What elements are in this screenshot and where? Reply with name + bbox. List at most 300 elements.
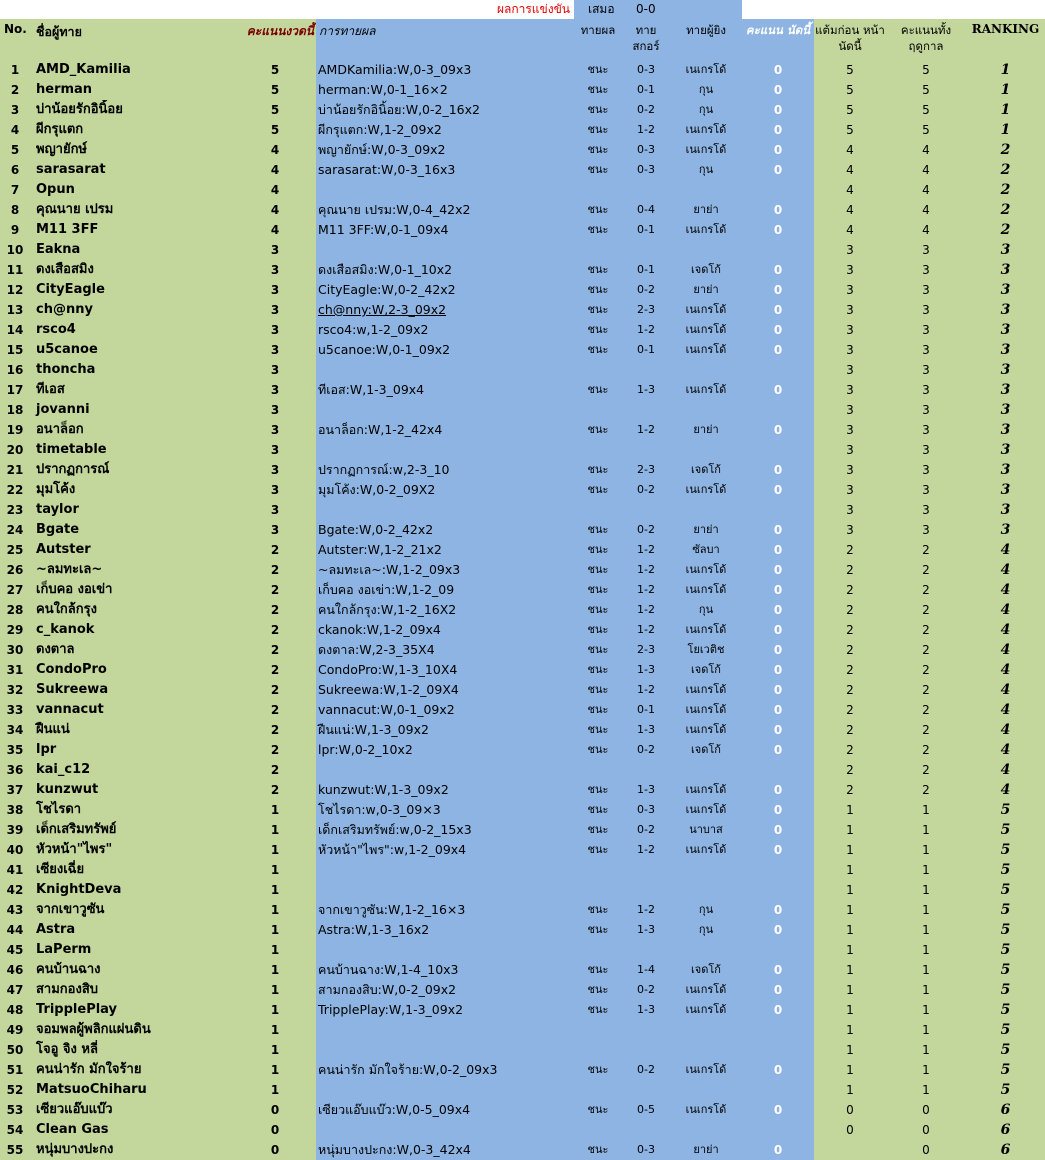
predicted-score: 0-3 (622, 160, 670, 180)
ranking: 4 (966, 700, 1045, 720)
points-today: 0 (742, 680, 814, 700)
score-this-round: 2 (234, 560, 316, 580)
score-this-round: 4 (234, 140, 316, 160)
prediction-text: rsco4:w,1-2_09x2 (316, 320, 574, 340)
score-this-round: 4 (234, 180, 316, 200)
ranking: 5 (966, 1060, 1045, 1080)
season-total: 2 (886, 560, 966, 580)
table-row (0, 840, 1045, 860)
season-total: 5 (886, 100, 966, 120)
score-this-round: 3 (234, 240, 316, 260)
row-number: 17 (0, 380, 30, 400)
ranking: 6 (966, 1140, 1045, 1160)
predicted-result: ชนะ (574, 200, 622, 220)
points-today: 0 (742, 1100, 814, 1120)
ranking: 4 (966, 620, 1045, 640)
player-name: คนบ้านฉาง (30, 960, 234, 980)
season-total: 3 (886, 280, 966, 300)
points-before (814, 1140, 886, 1160)
predicted-result: ชนะ (574, 680, 622, 700)
predicted-score (622, 360, 670, 380)
table-header (0, 19, 1045, 60)
score-this-round: 2 (234, 680, 316, 700)
points-today: 0 (742, 200, 814, 220)
season-total: 0 (886, 1100, 966, 1120)
predicted-scorer (670, 880, 742, 900)
score-this-round: 1 (234, 800, 316, 820)
row-number: 49 (0, 1020, 30, 1040)
score-this-round: 1 (234, 860, 316, 880)
prediction-text: lpr:W,0-2_10x2 (316, 740, 574, 760)
header-result: ทายผล (574, 19, 622, 60)
predicted-result (574, 180, 622, 200)
header-season-total: คะแนนทั้ง ฤดูกาล (886, 19, 966, 60)
prediction-text: u5canoe:W,0-1_09x2 (316, 340, 574, 360)
table-row (0, 960, 1045, 980)
row-number: 13 (0, 300, 30, 320)
row-number: 23 (0, 500, 30, 520)
prediction-text: ผีกรุแตก:W,1-2_09x2 (316, 120, 574, 140)
prediction-text: herman:W,0-1_16×2 (316, 80, 574, 100)
prediction-text (316, 1040, 574, 1060)
predicted-scorer: เนเกรโด้ (670, 340, 742, 360)
season-total: 3 (886, 440, 966, 460)
predicted-score: 0-2 (622, 480, 670, 500)
prediction-text: เซียวแอ๊บแบ๊ว:W,0-5_09x4 (316, 1100, 574, 1120)
points-today: 0 (742, 960, 814, 980)
points-today: 0 (742, 660, 814, 680)
points-before: 1 (814, 920, 886, 940)
table-row (0, 160, 1045, 180)
row-number: 18 (0, 400, 30, 420)
prediction-text: คนใกล้กรุง:W,1-2_16X2 (316, 600, 574, 620)
predicted-scorer: กุน (670, 900, 742, 920)
prediction-text: เก็บคอ งอเข่า:W,1-2_09 (316, 580, 574, 600)
score-this-round: 1 (234, 1060, 316, 1080)
table-row (0, 1100, 1045, 1120)
score-this-round: 1 (234, 940, 316, 960)
points-today (742, 500, 814, 520)
predicted-score (622, 1040, 670, 1060)
points-today: 0 (742, 100, 814, 120)
predicted-result: ชนะ (574, 840, 622, 860)
row-number: 3 (0, 100, 30, 120)
points-before: 3 (814, 280, 886, 300)
score-this-round: 1 (234, 880, 316, 900)
predicted-result: ชนะ (574, 520, 622, 540)
points-before: 3 (814, 420, 886, 440)
predicted-scorer (670, 240, 742, 260)
row-number: 27 (0, 580, 30, 600)
ranking: 3 (966, 440, 1045, 460)
predicted-result: ชนะ (574, 340, 622, 360)
table-row (0, 220, 1045, 240)
predicted-score: 0-1 (622, 80, 670, 100)
prediction-text: ดงตาล:W,2-3_35X4 (316, 640, 574, 660)
points-today (742, 180, 814, 200)
predicted-score: 0-3 (622, 1140, 670, 1160)
points-today (742, 760, 814, 780)
player-name: โชไรดา (30, 800, 234, 820)
player-name: หัวหน้า"ไพร" (30, 840, 234, 860)
row-number: 16 (0, 360, 30, 380)
table-row (0, 200, 1045, 220)
predicted-result (574, 1040, 622, 1060)
points-today: 0 (742, 740, 814, 760)
player-name: MatsuoChiharu (30, 1080, 234, 1100)
points-today: 0 (742, 520, 814, 540)
score-this-round: 2 (234, 580, 316, 600)
player-name: jovanni (30, 400, 234, 420)
row-number: 20 (0, 440, 30, 460)
predicted-score (622, 940, 670, 960)
predicted-scorer (670, 360, 742, 380)
score-this-round: 2 (234, 540, 316, 560)
predicted-result: ชนะ (574, 900, 622, 920)
ranking: 1 (966, 80, 1045, 100)
points-before: 3 (814, 380, 886, 400)
predicted-score (622, 180, 670, 200)
points-before: 3 (814, 300, 886, 320)
player-name: sarasarat (30, 160, 234, 180)
score-this-round: 1 (234, 920, 316, 940)
score-this-round: 3 (234, 500, 316, 520)
predicted-result: ชนะ (574, 460, 622, 480)
predicted-scorer: เนเกรโด้ (670, 1060, 742, 1080)
points-before: 1 (814, 1060, 886, 1080)
table-row (0, 620, 1045, 640)
score-this-round: 3 (234, 320, 316, 340)
season-total: 1 (886, 900, 966, 920)
season-total: 1 (886, 840, 966, 860)
predicted-scorer: ยาย่า (670, 1140, 742, 1160)
ranking: 4 (966, 600, 1045, 620)
predicted-scorer: ยาย่า (670, 200, 742, 220)
ranking: 4 (966, 540, 1045, 560)
player-name: TripplePlay (30, 1000, 234, 1020)
row-number: 19 (0, 420, 30, 440)
points-before: 3 (814, 340, 886, 360)
table-row (0, 280, 1045, 300)
season-total: 3 (886, 380, 966, 400)
header-scorer: ทายผู้ยิง (670, 19, 742, 60)
season-total: 3 (886, 260, 966, 280)
predicted-score: 2-3 (622, 460, 670, 480)
prediction-text: หนุ่มบางปะกง:W,0-3_42x4 (316, 1140, 574, 1160)
row-number: 10 (0, 240, 30, 260)
points-today: 0 (742, 260, 814, 280)
predicted-scorer: เนเกรโด้ (670, 840, 742, 860)
predicted-scorer: เนเกรโด้ (670, 680, 742, 700)
points-before: 1 (814, 900, 886, 920)
points-today: 0 (742, 120, 814, 140)
predicted-result: ชนะ (574, 1060, 622, 1080)
predicted-score: 1-3 (622, 1000, 670, 1020)
score-this-round: 1 (234, 840, 316, 860)
predicted-result: ชนะ (574, 80, 622, 100)
predicted-result (574, 880, 622, 900)
points-before: 1 (814, 1040, 886, 1060)
predicted-scorer (670, 500, 742, 520)
points-today: 0 (742, 140, 814, 160)
score-this-round: 1 (234, 1020, 316, 1040)
predicted-score: 0-2 (622, 980, 670, 1000)
predicted-scorer: เนเกรโด้ (670, 1100, 742, 1120)
predicted-scorer: เนเกรโด้ (670, 720, 742, 740)
points-before: 3 (814, 400, 886, 420)
predicted-scorer: เนเกรโด้ (670, 560, 742, 580)
player-name: สามกองสิบ (30, 980, 234, 1000)
prediction-text: Astra:W,1-3_16x2 (316, 920, 574, 940)
predicted-score: 0-3 (622, 140, 670, 160)
prediction-text (316, 400, 574, 420)
predicted-score: 1-2 (622, 540, 670, 560)
table-row (0, 640, 1045, 660)
predicted-score: 1-2 (622, 320, 670, 340)
prediction-text: อนาล็อก:W,1-2_42x4 (316, 420, 574, 440)
points-today: 0 (742, 800, 814, 820)
points-today: 0 (742, 540, 814, 560)
player-name: herman (30, 80, 234, 100)
predicted-result: ชนะ (574, 120, 622, 140)
ranking: 4 (966, 660, 1045, 680)
predicted-result: ชนะ (574, 320, 622, 340)
row-number: 44 (0, 920, 30, 940)
points-before: 2 (814, 760, 886, 780)
score-this-round: 2 (234, 660, 316, 680)
predicted-score: 0-3 (622, 800, 670, 820)
row-number: 7 (0, 180, 30, 200)
season-total: 3 (886, 520, 966, 540)
points-before: 2 (814, 640, 886, 660)
season-total: 1 (886, 1020, 966, 1040)
row-number: 47 (0, 980, 30, 1000)
predicted-score: 1-3 (622, 920, 670, 940)
predicted-scorer (670, 940, 742, 960)
table-row (0, 940, 1045, 960)
predicted-scorer: กุน (670, 80, 742, 100)
predicted-score: 2-3 (622, 640, 670, 660)
ranking: 5 (966, 900, 1045, 920)
season-total: 2 (886, 540, 966, 560)
points-today: 0 (742, 720, 814, 740)
predicted-result (574, 760, 622, 780)
score-this-round: 2 (234, 620, 316, 640)
season-total: 3 (886, 460, 966, 480)
score-this-round: 1 (234, 1040, 316, 1060)
player-name: AMD_Kamilia (30, 60, 234, 80)
ranking: 6 (966, 1120, 1045, 1140)
points-before: 1 (814, 880, 886, 900)
ranking: 4 (966, 740, 1045, 760)
points-today: 0 (742, 780, 814, 800)
points-before: 4 (814, 180, 886, 200)
score-this-round: 3 (234, 420, 316, 440)
player-name: มุมโค้ง (30, 480, 234, 500)
points-today: 0 (742, 420, 814, 440)
predicted-score: 0-4 (622, 200, 670, 220)
match-result-score: 0-0 (636, 2, 656, 16)
ranking: 3 (966, 340, 1045, 360)
ranking: 4 (966, 640, 1045, 660)
player-name: อนาล็อก (30, 420, 234, 440)
predicted-score: 1-2 (622, 840, 670, 860)
points-before: 3 (814, 460, 886, 480)
points-today: 0 (742, 480, 814, 500)
row-number: 37 (0, 780, 30, 800)
table-row (0, 540, 1045, 560)
ranking: 4 (966, 560, 1045, 580)
prediction-text: Autster:W,1-2_21x2 (316, 540, 574, 560)
predicted-result: ชนะ (574, 100, 622, 120)
row-number: 48 (0, 1000, 30, 1020)
table-row (0, 900, 1045, 920)
predicted-result: ชนะ (574, 780, 622, 800)
table-body (0, 60, 1045, 1160)
predicted-score (622, 880, 670, 900)
ranking: 3 (966, 460, 1045, 480)
predicted-score: 0-2 (622, 1060, 670, 1080)
ranking: 5 (966, 840, 1045, 860)
ranking: 3 (966, 400, 1045, 420)
score-this-round: 2 (234, 700, 316, 720)
predicted-score: 1-3 (622, 660, 670, 680)
points-before: 3 (814, 240, 886, 260)
score-this-round: 4 (234, 160, 316, 180)
prediction-text (316, 1020, 574, 1040)
ranking: 5 (966, 1000, 1045, 1020)
row-number: 8 (0, 200, 30, 220)
player-name: ดงเสือสมิง (30, 260, 234, 280)
predicted-score (622, 240, 670, 260)
player-name: Sukreewa (30, 680, 234, 700)
predicted-result: ชนะ (574, 980, 622, 1000)
table-row (0, 60, 1045, 80)
ranking: 4 (966, 580, 1045, 600)
season-total: 2 (886, 680, 966, 700)
predicted-scorer: เจดโก้ (670, 460, 742, 480)
ranking: 5 (966, 980, 1045, 1000)
predicted-scorer: เนเกรโด้ (670, 380, 742, 400)
score-this-round: 3 (234, 380, 316, 400)
predicted-score (622, 860, 670, 880)
score-this-round: 1 (234, 900, 316, 920)
ranking: 3 (966, 360, 1045, 380)
points-before: 1 (814, 860, 886, 880)
prediction-text (316, 440, 574, 460)
ranking: 5 (966, 1040, 1045, 1060)
season-total: 4 (886, 160, 966, 180)
header-points-before: แต้มก่อน หน้านัดนี้ (814, 19, 886, 60)
player-name: ~ลมทะเล~ (30, 560, 234, 580)
predicted-score: 2-3 (622, 300, 670, 320)
table-row (0, 1060, 1045, 1080)
row-number: 43 (0, 900, 30, 920)
player-name: thoncha (30, 360, 234, 380)
points-today: 0 (742, 380, 814, 400)
predicted-scorer: ซัลบา (670, 540, 742, 560)
predicted-result: ชนะ (574, 280, 622, 300)
season-total: 4 (886, 200, 966, 220)
predicted-score: 0-2 (622, 280, 670, 300)
points-today: 0 (742, 920, 814, 940)
score-this-round: 2 (234, 600, 316, 620)
player-name: คนใกล้กรุง (30, 600, 234, 620)
prediction-text: AMDKamilia:W,0-3_09x3 (316, 60, 574, 80)
points-before: 4 (814, 200, 886, 220)
row-number: 33 (0, 700, 30, 720)
score-this-round: 3 (234, 360, 316, 380)
player-name: ch@nny (30, 300, 234, 320)
table-row (0, 360, 1045, 380)
prediction-text: จากเขาวูซัน:W,1-2_16×3 (316, 900, 574, 920)
points-before: 2 (814, 680, 886, 700)
predicted-result: ชนะ (574, 260, 622, 280)
row-number: 12 (0, 280, 30, 300)
points-today: 0 (742, 560, 814, 580)
season-total: 1 (886, 860, 966, 880)
points-today: 0 (742, 980, 814, 1000)
ranking: 2 (966, 200, 1045, 220)
table-row (0, 300, 1045, 320)
points-today: 0 (742, 460, 814, 480)
prediction-text (316, 500, 574, 520)
predicted-result: ชนะ (574, 580, 622, 600)
player-name: เด็กเสริมทรัพย์ (30, 820, 234, 840)
season-total: 5 (886, 120, 966, 140)
ranking: 5 (966, 940, 1045, 960)
row-number: 46 (0, 960, 30, 980)
score-this-round: 2 (234, 720, 316, 740)
predicted-scorer: เจดโก้ (670, 960, 742, 980)
row-number: 54 (0, 1120, 30, 1140)
predicted-score: 0-1 (622, 700, 670, 720)
points-today (742, 400, 814, 420)
prediction-text (316, 180, 574, 200)
row-number: 22 (0, 480, 30, 500)
ranking: 3 (966, 300, 1045, 320)
prediction-text: CityEagle:W,0-2_42x2 (316, 280, 574, 300)
table-row (0, 100, 1045, 120)
table-row (0, 380, 1045, 400)
row-number: 38 (0, 800, 30, 820)
row-number: 1 (0, 60, 30, 80)
predicted-result (574, 1120, 622, 1140)
table-row (0, 820, 1045, 840)
score-this-round: 1 (234, 960, 316, 980)
prediction-text: ปรากฏการณ์:w,2-3_10 (316, 460, 574, 480)
table-row (0, 400, 1045, 420)
prediction-text: ทีเอส:W,1-3_09x4 (316, 380, 574, 400)
prediction-text (316, 240, 574, 260)
points-before: 1 (814, 1020, 886, 1040)
predicted-scorer (670, 440, 742, 460)
table-row (0, 80, 1045, 100)
season-total: 3 (886, 240, 966, 260)
predicted-result: ชนะ (574, 620, 622, 640)
score-this-round: 3 (234, 400, 316, 420)
points-today: 0 (742, 1000, 814, 1020)
score-this-round: 3 (234, 460, 316, 480)
predicted-scorer: ยาย่า (670, 420, 742, 440)
predicted-score: 1-3 (622, 780, 670, 800)
ranking: 5 (966, 880, 1045, 900)
row-number: 55 (0, 1140, 30, 1160)
row-number: 14 (0, 320, 30, 340)
player-name: จอมพลผู้พลิกแผ่นดิน (30, 1020, 234, 1040)
score-this-round: 5 (234, 80, 316, 100)
score-this-round: 3 (234, 300, 316, 320)
